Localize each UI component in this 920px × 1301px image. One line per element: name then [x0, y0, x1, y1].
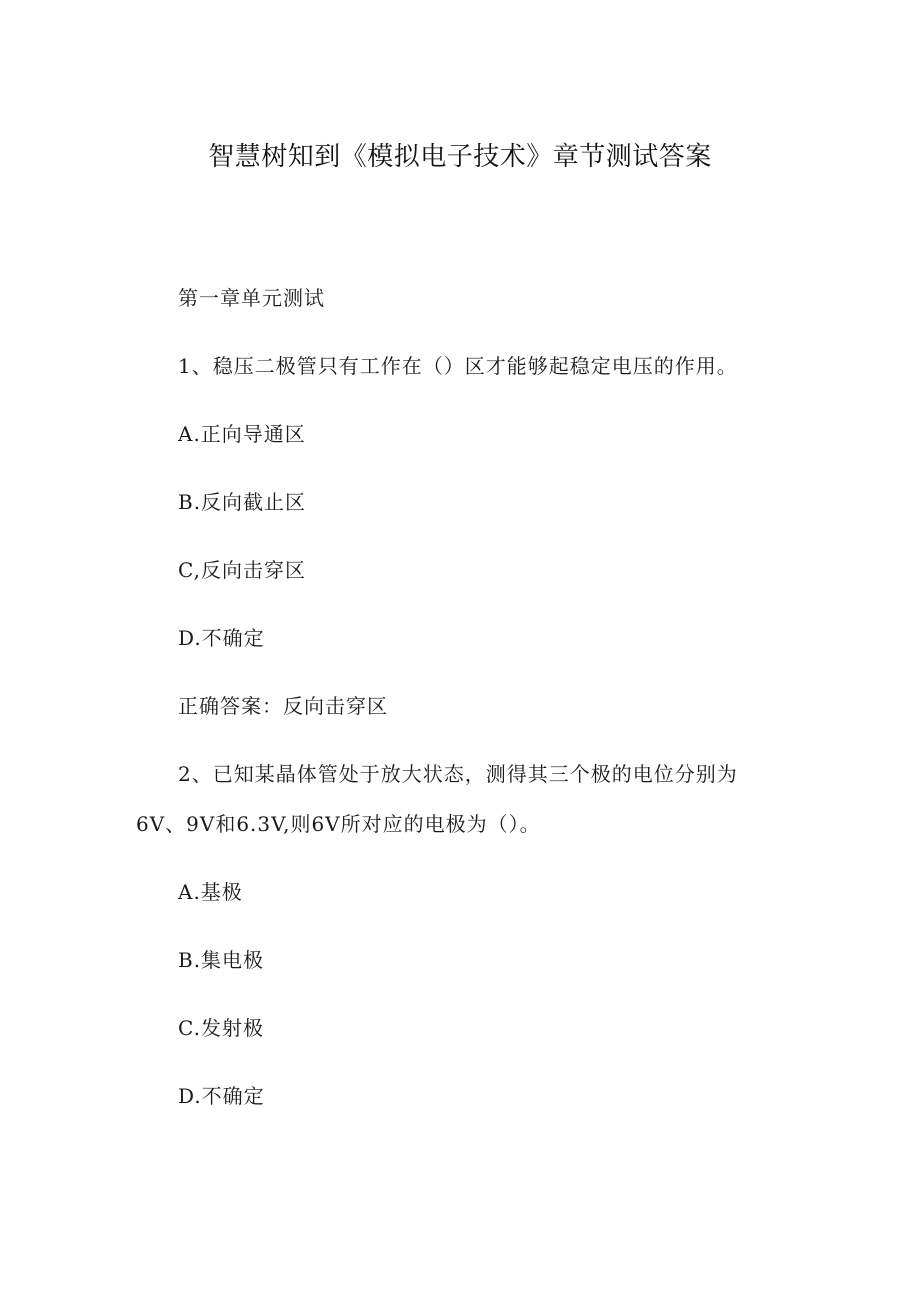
question-2-option-d: D.不确定 — [178, 1084, 265, 1108]
question-1-stem: 1、稳压二极管只有工作在（）区才能够起稳定电压的作用。 — [178, 354, 738, 378]
question-1-option-a: A.正向导通区 — [178, 422, 306, 446]
question-2-stem-line1: 2、已知某晶体管处于放大状态，测得其三个极的电位分别为 — [178, 762, 738, 786]
question-2-stem-line2: 6V、9V和6.3V,则6V所对应的电极为（）。 — [136, 812, 541, 836]
question-1-option-d: D.不确定 — [178, 626, 265, 650]
document-title: 智慧树知到《模拟电子技术》章节测试答案 — [208, 142, 712, 172]
question-1-answer: 正确答案：反向击穿区 — [178, 694, 388, 718]
question-1-option-c: C,反向击穿区 — [178, 558, 306, 582]
chapter-heading: 第一章单元测试 — [178, 286, 325, 310]
question-1-option-b: B.反向截止区 — [178, 490, 307, 514]
question-2-option-a: A.基极 — [178, 880, 243, 904]
question-2-option-b: B.集电极 — [178, 948, 265, 972]
question-2-option-c: C.发射极 — [178, 1016, 264, 1040]
